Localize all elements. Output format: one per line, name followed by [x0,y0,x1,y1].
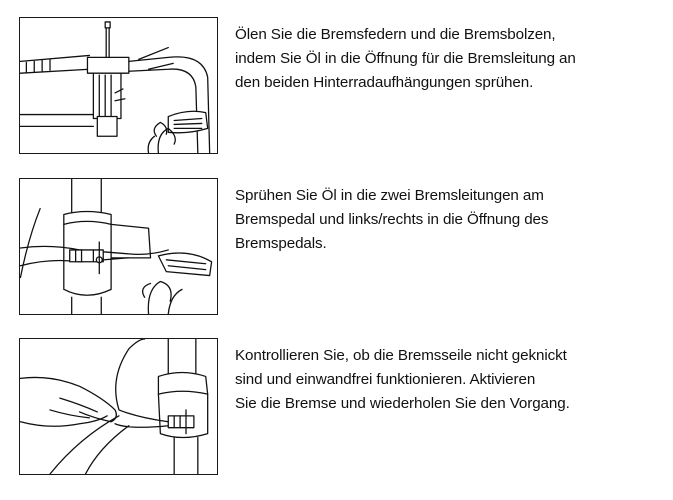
instruction-line: Ölen Sie die Bremsfedern und die Bremsbolzen, [235,26,556,43]
brake-pedal-illustration [19,178,218,315]
instruction-line: Bremspedal und links/rechts in die Öffnung des [235,211,549,228]
instruction-line: Kontrollieren Sie, ob die Bremsseile nicht geknickt [235,347,567,364]
instruction-line: indem Sie Öl in die Öffnung für die Bremsleitung an [235,50,576,67]
brake-cable-check-illustration [19,338,218,475]
instruction-line: Sprühen Sie Öl in die zwei Bremsleitungen am [235,187,544,204]
brake-cable-check-drawing [20,339,217,474]
brake-pedal-drawing [20,179,217,314]
instruction-text-2 [235,184,655,256]
instruction-line: Bremspedals. [235,235,327,252]
instruction-text-3 [235,344,655,416]
rear-suspension-brake-drawing [20,18,217,153]
instruction-line: sind und einwandfrei funktionieren. Aktivieren [235,371,536,388]
rear-suspension-brake-illustration [19,17,218,154]
instruction-text-1 [235,23,655,95]
instruction-line: Sie die Bremse und wiederholen Sie den Vorgang. [235,395,570,412]
instruction-line: den beiden Hinterradaufhängungen sprühen. [235,74,534,91]
